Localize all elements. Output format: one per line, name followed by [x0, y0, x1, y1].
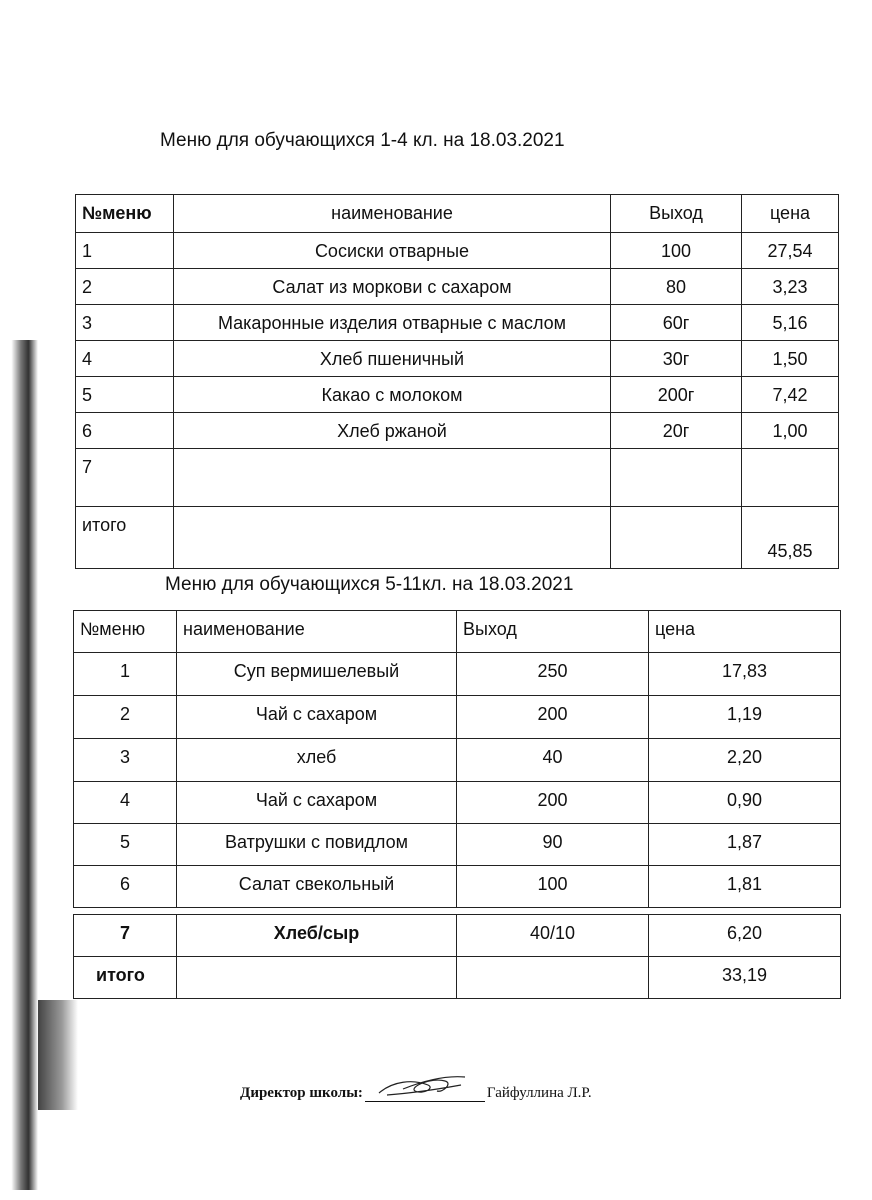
table-row: [76, 377, 839, 413]
table-row: [76, 413, 839, 449]
dish-price: 1,50: [742, 341, 839, 377]
header-number: №меню: [74, 611, 177, 653]
row-number: 1: [76, 233, 174, 269]
dish-price: 0,90: [649, 782, 841, 824]
dish-name: Чай с сахаром: [177, 782, 457, 824]
table-row: [74, 866, 841, 908]
total-empty: [457, 957, 649, 999]
scan-shadow: [0, 340, 38, 1190]
dish-output: [611, 449, 742, 507]
dish-output: 40/10: [457, 915, 649, 957]
row-number: 6: [76, 413, 174, 449]
dish-output: 100: [611, 233, 742, 269]
table-header-row: [76, 195, 839, 233]
row-number: 6: [74, 866, 177, 908]
header-output: Выход: [611, 195, 742, 233]
dish-price: 1,87: [649, 824, 841, 866]
dish-price: 5,16: [742, 305, 839, 341]
dish-name: Ватрушки с повидлом: [177, 824, 457, 866]
dish-price: 1,00: [742, 413, 839, 449]
dish-price: 1,81: [649, 866, 841, 908]
row-number: 4: [74, 782, 177, 824]
row-number: 2: [76, 269, 174, 305]
total-row: [74, 957, 841, 999]
table-row: [76, 233, 839, 269]
table-row: [74, 824, 841, 866]
dish-output: 100: [457, 866, 649, 908]
row-number: 7: [76, 449, 174, 507]
header-price: цена: [649, 611, 841, 653]
header-price: цена: [742, 195, 839, 233]
dish-name: Хлеб ржаной: [174, 413, 611, 449]
total-value: 45,85: [742, 507, 839, 569]
dish-price: 17,83: [649, 653, 841, 696]
table-header-row: [74, 611, 841, 653]
dish-output: 90: [457, 824, 649, 866]
total-empty: [177, 957, 457, 999]
menu1-title: Меню для обучающихся 1-4 кл. на 18.03.2021: [160, 130, 565, 151]
dish-output: 20г: [611, 413, 742, 449]
dish-price: 2,20: [649, 739, 841, 782]
dish-name: Суп вермишелевый: [177, 653, 457, 696]
dish-output: 40: [457, 739, 649, 782]
menu2-table: [73, 610, 841, 999]
table-row: [74, 653, 841, 696]
table-row: [74, 915, 841, 957]
dish-name: Макаронные изделия отварные с маслом: [174, 305, 611, 341]
row-number: 5: [74, 824, 177, 866]
row-number: 5: [76, 377, 174, 413]
header-name: наименование: [177, 611, 457, 653]
total-label: итого: [74, 957, 177, 999]
signature-line: [365, 1087, 485, 1102]
dish-price: 3,23: [742, 269, 839, 305]
row-number: 1: [74, 653, 177, 696]
director-name: Гайфуллина Л.Р.: [486, 1085, 592, 1101]
total-empty: [611, 507, 742, 569]
total-empty: [174, 507, 611, 569]
dish-price: 6,20: [649, 915, 841, 957]
dish-output: 80: [611, 269, 742, 305]
table-row: [76, 449, 839, 507]
menu1-table: [75, 194, 839, 569]
row-number: 2: [74, 696, 177, 739]
table-row: [74, 739, 841, 782]
header-name: наименование: [174, 195, 611, 233]
dish-name: хлеб: [177, 739, 457, 782]
signature-block: [240, 1085, 592, 1102]
dish-name: Салат из моркови с сахаром: [174, 269, 611, 305]
table-row: [74, 696, 841, 739]
row-number: 3: [74, 739, 177, 782]
dish-price: [742, 449, 839, 507]
row-number: 7: [74, 915, 177, 957]
total-row: [76, 507, 839, 569]
total-label: итого: [76, 507, 174, 569]
table-row: [76, 341, 839, 377]
dish-output: 200: [457, 782, 649, 824]
dish-name: Хлеб пшеничный: [174, 341, 611, 377]
dish-output: 30г: [611, 341, 742, 377]
table-row: [76, 305, 839, 341]
header-output: Выход: [457, 611, 649, 653]
dish-name: Хлеб/сыр: [177, 915, 457, 957]
dish-output: 200г: [611, 377, 742, 413]
dish-name: Сосиски отварные: [174, 233, 611, 269]
dish-output: 250: [457, 653, 649, 696]
dish-output: 60г: [611, 305, 742, 341]
dish-name: Чай с сахаром: [177, 696, 457, 739]
total-value: 33,19: [649, 957, 841, 999]
signature-label: Директор школы:: [240, 1085, 363, 1101]
table-row: [74, 782, 841, 824]
dish-output: 200: [457, 696, 649, 739]
table-gap: [74, 908, 841, 915]
dish-price: 7,42: [742, 377, 839, 413]
handwritten-signature-icon: [373, 1071, 473, 1101]
scan-shadow: [38, 1000, 78, 1110]
dish-name: Какао с молоком: [174, 377, 611, 413]
header-number: №меню: [76, 195, 174, 233]
table-row: [76, 269, 839, 305]
menu2-title: Меню для обучающихся 5-11кл. на 18.03.2021: [165, 574, 574, 595]
row-number: 4: [76, 341, 174, 377]
dish-price: 27,54: [742, 233, 839, 269]
dish-price: 1,19: [649, 696, 841, 739]
row-number: 3: [76, 305, 174, 341]
dish-name: Салат свекольный: [177, 866, 457, 908]
dish-name: [174, 449, 611, 507]
